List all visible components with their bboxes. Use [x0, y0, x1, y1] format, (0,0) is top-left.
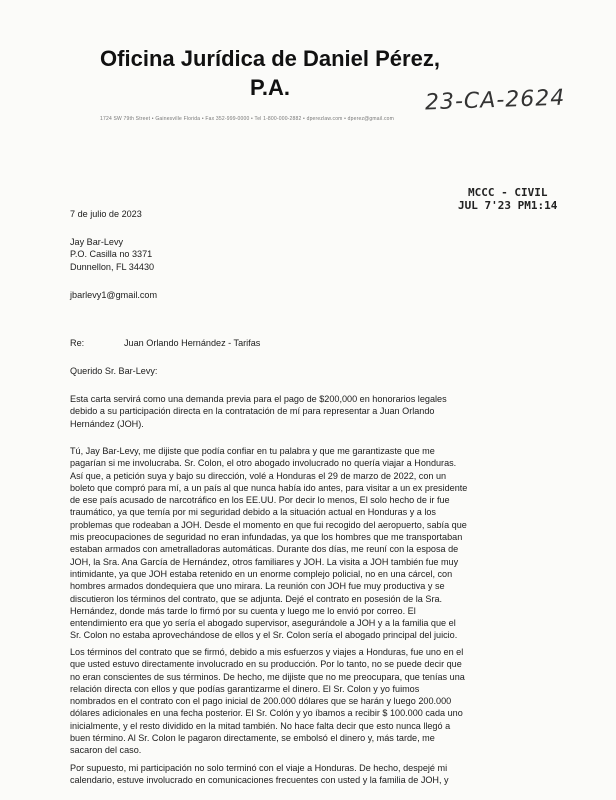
stamp-line2: JUL 7'23 PM1:14	[458, 199, 558, 212]
handwritten-case-number: 23-CA-2624	[424, 85, 566, 116]
firm-name-line2: P.A.	[250, 75, 290, 100]
letterhead-firm-name	[60, 44, 480, 102]
addressee-block	[70, 236, 154, 273]
letterhead-address: 1724 SW 79th Street • Gainesville Florida • Fax 352-999-0000 • Tel 1-800-000-2882 • dperezlaw.com • dperez@gmail.com	[100, 116, 395, 122]
re-label: Re:	[70, 338, 85, 348]
re-subject: Juan Orlando Hernández - Tarifas	[124, 338, 261, 348]
stamp-line1: MCCC - CIVIL	[468, 186, 548, 199]
filing-stamp	[458, 186, 588, 212]
addressee-box: P.O. Casilla no 3371	[70, 249, 153, 260]
firm-name-line1: Oficina Jurídica de Daniel Pérez,	[100, 46, 440, 71]
paragraph-2: Tú, Jay Bar-Levy, me dijiste que podía confiar en tu palabra y que me garantizaste que me pagarían si me involucraba. Sr. Colon, el otro abogado involucrado no quería viajar a Honduras. Así que, a petición suya y bajo su dirección, volé a Honduras el 29 de marzo de 2022, con un boleto que compró para mí, a un país al que nunca había ido antes, para visitar a un ex presidente de ese país acusado de narcotráfico en los EE.UU. Por decir lo menos, El solo hecho de ir fue traumático, ya que temía por mi seguridad debido a la situación actual en Honduras y a los problemas que rodeaban a JOH. Desde el momento en que fui recogido del aeropuerto, sabía que mis preocupaciones de seguridad no eran infundadas, ya que los hombres que me transportaban estaban armados con ametralladoras automáticas. Durante dos días, me reuní con la esposa de JOH, la Sra. Ana García de Hernández, otros familiares y JOH. La visita a JOH también fue muy intimidante, ya que JOH estaba retenido en un enorme complejo policial, no en una cárcel, con hombres armados dondequiera que uno mirara. La reunión con JOH fue muy productiva y se discutieron los términos del contrato, que se adjunta. Dejé el contrato en posesión de la Sra. Hernández, donde más tarde lo firmó por su cuenta y luego me lo envió por correo. El entendimiento era que yo sería el abogado supervisor, asegurándole a JOH y a la familia que el Sr. Colon no estaba aprovechándose de ellos y el Sr. Colon sería el abogado principal del juicio.	[70, 446, 468, 641]
addressee-name: Jay Bar-Levy	[70, 237, 124, 247]
letter-date: 7 de julio de 2023	[70, 209, 142, 219]
addressee-city: Dunnellon, FL 34430	[70, 261, 155, 272]
addressee-email: jbarlevy1@gmail.com	[70, 290, 158, 300]
paragraph-4: Por supuesto, mi participación no solo terminó con el viaje a Honduras. De hecho, despejé mi calendario, estuve involucrado en comunicaciones frecuentes con usted y la familia de JOH, y	[70, 763, 449, 786]
paragraph-3: Los términos del contrato que se firmó, debido a mis esfuerzos y viajes a Honduras, fue uno en el que usted estuvo directamente involucrado en su producción. Por lo tanto, no se puede decir que no eran conscientes de sus términos. De hecho, me dijiste que no me preocupara, que tenías una relación directa con ellos y que podías garantizarme el dinero. El Sr. Colon y yo fuimos nombrados en el contrato con el pago inicial de 200.000 dólares que se harán y luego 200.000 dólares adicionales en una fecha posterior. El Sr. Colón y yo íbamos a recibir $ 100.000 cada uno inicialmente, y el resto dividido en la mitad también. No hace falta decir que esto nunca llegó a buen término. Al Sr. Colon le pagaron directamente, se embolsó el dinero y, más tarde, me sacaron del caso.	[70, 647, 465, 756]
greeting: Querido Sr. Bar-Levy:	[70, 366, 158, 376]
paragraph-1: Esta carta servirá como una demanda previa para el pago de $200,000 en honorarios legales debido a su participación directa en la contratación de mí para representar a Juan Orlando Hernández (JOH).	[70, 394, 447, 429]
